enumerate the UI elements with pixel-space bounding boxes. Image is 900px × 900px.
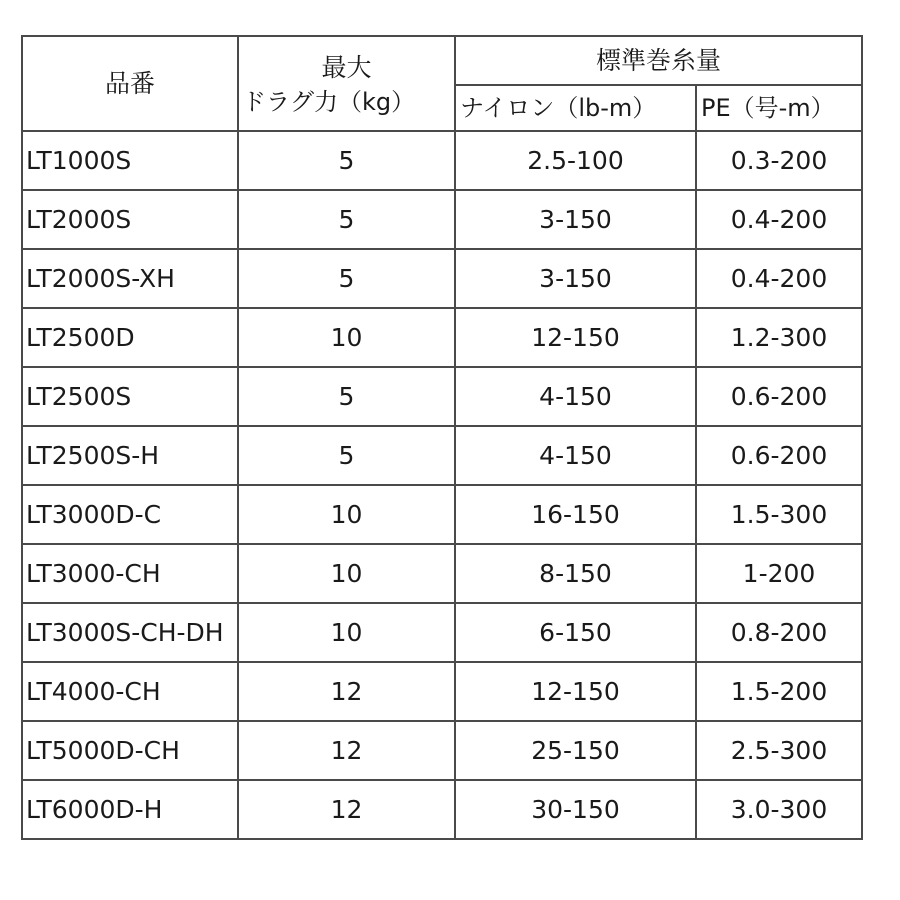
cell-pe-capacity: 0.6-200 bbox=[696, 426, 862, 485]
cell-pe-capacity: 1.5-300 bbox=[696, 485, 862, 544]
table-row bbox=[22, 426, 862, 485]
table-row bbox=[22, 367, 862, 426]
cell-model: LT3000S-CH-DH bbox=[22, 603, 238, 662]
header-nylon: ナイロン（lb-m） bbox=[455, 85, 696, 131]
table-header bbox=[22, 36, 862, 131]
cell-nylon-capacity: 2.5-100 bbox=[455, 131, 696, 190]
header-pe: PE（号-m） bbox=[696, 85, 862, 131]
header-line-capacity: 標準巻糸量 bbox=[455, 36, 862, 85]
cell-max-drag: 10 bbox=[238, 308, 455, 367]
cell-pe-capacity: 1-200 bbox=[696, 544, 862, 603]
cell-nylon-capacity: 25-150 bbox=[455, 721, 696, 780]
cell-nylon-capacity: 12-150 bbox=[455, 308, 696, 367]
cell-model: LT2500S-H bbox=[22, 426, 238, 485]
cell-model: LT6000D-H bbox=[22, 780, 238, 839]
table-row bbox=[22, 190, 862, 249]
header-max-drag-line1: 最大 bbox=[321, 53, 372, 82]
cell-max-drag: 10 bbox=[238, 603, 455, 662]
cell-nylon-capacity: 4-150 bbox=[455, 426, 696, 485]
spec-table bbox=[21, 35, 863, 840]
cell-nylon-capacity: 12-150 bbox=[455, 662, 696, 721]
table-row bbox=[22, 603, 862, 662]
cell-model: LT3000-CH bbox=[22, 544, 238, 603]
cell-pe-capacity: 2.5-300 bbox=[696, 721, 862, 780]
cell-max-drag: 12 bbox=[238, 780, 455, 839]
table-row bbox=[22, 544, 862, 603]
cell-nylon-capacity: 8-150 bbox=[455, 544, 696, 603]
table-row bbox=[22, 485, 862, 544]
cell-model: LT2000S-XH bbox=[22, 249, 238, 308]
cell-pe-capacity: 1.5-200 bbox=[696, 662, 862, 721]
cell-max-drag: 5 bbox=[238, 190, 455, 249]
table-row bbox=[22, 721, 862, 780]
cell-max-drag: 12 bbox=[238, 662, 455, 721]
header-max-drag bbox=[238, 36, 455, 131]
cell-pe-capacity: 0.8-200 bbox=[696, 603, 862, 662]
cell-pe-capacity: 3.0-300 bbox=[696, 780, 862, 839]
cell-nylon-capacity: 30-150 bbox=[455, 780, 696, 839]
cell-pe-capacity: 0.4-200 bbox=[696, 249, 862, 308]
cell-pe-capacity: 0.3-200 bbox=[696, 131, 862, 190]
cell-max-drag: 10 bbox=[238, 544, 455, 603]
cell-max-drag: 5 bbox=[238, 367, 455, 426]
cell-nylon-capacity: 4-150 bbox=[455, 367, 696, 426]
table-body bbox=[22, 131, 862, 839]
cell-model: LT4000-CH bbox=[22, 662, 238, 721]
cell-max-drag: 5 bbox=[238, 426, 455, 485]
cell-nylon-capacity: 3-150 bbox=[455, 190, 696, 249]
cell-max-drag: 10 bbox=[238, 485, 455, 544]
cell-model: LT2500S bbox=[22, 367, 238, 426]
cell-max-drag: 12 bbox=[238, 721, 455, 780]
cell-model: LT3000D-C bbox=[22, 485, 238, 544]
table-row bbox=[22, 249, 862, 308]
cell-nylon-capacity: 16-150 bbox=[455, 485, 696, 544]
table-row bbox=[22, 780, 862, 839]
cell-pe-capacity: 0.6-200 bbox=[696, 367, 862, 426]
table-row bbox=[22, 662, 862, 721]
cell-pe-capacity: 0.4-200 bbox=[696, 190, 862, 249]
cell-model: LT5000D-CH bbox=[22, 721, 238, 780]
cell-model: LT1000S bbox=[22, 131, 238, 190]
header-row-top bbox=[22, 36, 862, 85]
cell-model: LT2000S bbox=[22, 190, 238, 249]
cell-model: LT2500D bbox=[22, 308, 238, 367]
table-row bbox=[22, 131, 862, 190]
cell-max-drag: 5 bbox=[238, 249, 455, 308]
cell-pe-capacity: 1.2-300 bbox=[696, 308, 862, 367]
header-model: 品番 bbox=[22, 36, 238, 131]
cell-nylon-capacity: 6-150 bbox=[455, 603, 696, 662]
table-row bbox=[22, 308, 862, 367]
header-max-drag-line2: ドラグ力（kg） bbox=[242, 88, 416, 116]
cell-max-drag: 5 bbox=[238, 131, 455, 190]
cell-nylon-capacity: 3-150 bbox=[455, 249, 696, 308]
